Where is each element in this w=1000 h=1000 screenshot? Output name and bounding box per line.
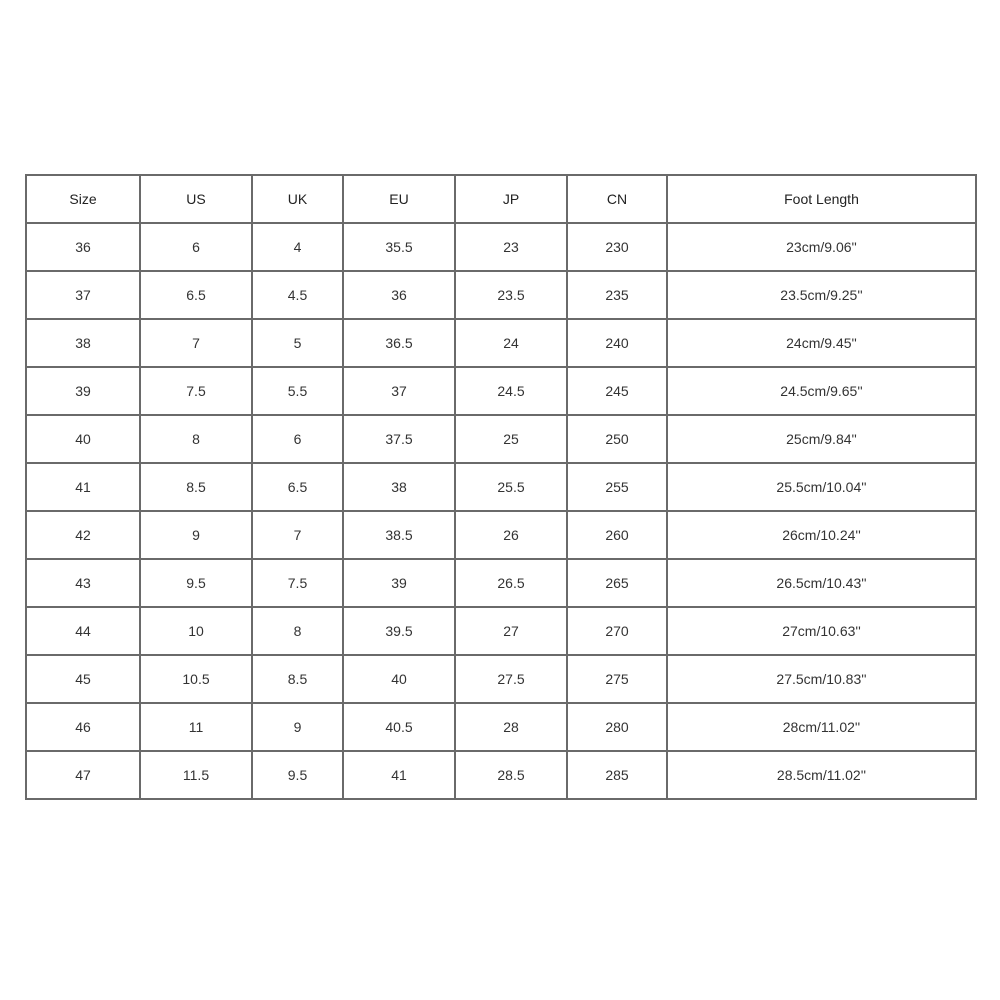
- header-uk: UK: [252, 175, 343, 223]
- cell-cn: 235: [567, 271, 667, 319]
- cell-foot-length: 27cm/10.63'': [667, 607, 976, 655]
- cell-jp: 25: [455, 415, 567, 463]
- cell-us: 10.5: [140, 655, 252, 703]
- cell-cn: 260: [567, 511, 667, 559]
- table-row: [26, 415, 976, 463]
- cell-size: 42: [26, 511, 140, 559]
- cell-cn: 230: [567, 223, 667, 271]
- cell-jp: 27: [455, 607, 567, 655]
- cell-uk: 6: [252, 415, 343, 463]
- cell-eu: 36: [343, 271, 455, 319]
- cell-us: 11: [140, 703, 252, 751]
- cell-jp: 28: [455, 703, 567, 751]
- cell-cn: 250: [567, 415, 667, 463]
- cell-size: 38: [26, 319, 140, 367]
- cell-jp: 23: [455, 223, 567, 271]
- table-row: [26, 319, 976, 367]
- table-row: [26, 271, 976, 319]
- header-jp: JP: [455, 175, 567, 223]
- cell-cn: 255: [567, 463, 667, 511]
- size-chart-header: [26, 175, 976, 223]
- cell-foot-length: 25cm/9.84'': [667, 415, 976, 463]
- table-row: [26, 223, 976, 271]
- cell-us: 11.5: [140, 751, 252, 799]
- cell-eu: 40.5: [343, 703, 455, 751]
- cell-us: 7.5: [140, 367, 252, 415]
- cell-size: 36: [26, 223, 140, 271]
- cell-us: 6.5: [140, 271, 252, 319]
- cell-uk: 8: [252, 607, 343, 655]
- cell-uk: 8.5: [252, 655, 343, 703]
- size-chart-table: [25, 174, 977, 800]
- cell-foot-length: 25.5cm/10.04'': [667, 463, 976, 511]
- cell-size: 46: [26, 703, 140, 751]
- cell-uk: 9.5: [252, 751, 343, 799]
- cell-foot-length: 26cm/10.24'': [667, 511, 976, 559]
- cell-eu: 37: [343, 367, 455, 415]
- cell-uk: 5.5: [252, 367, 343, 415]
- table-row: [26, 607, 976, 655]
- cell-uk: 4: [252, 223, 343, 271]
- size-chart-body: [26, 223, 976, 799]
- cell-us: 6: [140, 223, 252, 271]
- cell-jp: 24: [455, 319, 567, 367]
- cell-foot-length: 28.5cm/11.02'': [667, 751, 976, 799]
- cell-uk: 7.5: [252, 559, 343, 607]
- cell-jp: 26: [455, 511, 567, 559]
- cell-cn: 240: [567, 319, 667, 367]
- header-size: Size: [26, 175, 140, 223]
- cell-foot-length: 28cm/11.02'': [667, 703, 976, 751]
- table-row: [26, 511, 976, 559]
- cell-size: 39: [26, 367, 140, 415]
- cell-eu: 39: [343, 559, 455, 607]
- cell-cn: 270: [567, 607, 667, 655]
- cell-uk: 4.5: [252, 271, 343, 319]
- cell-uk: 5: [252, 319, 343, 367]
- cell-uk: 6.5: [252, 463, 343, 511]
- cell-eu: 38.5: [343, 511, 455, 559]
- table-row: [26, 463, 976, 511]
- cell-eu: 40: [343, 655, 455, 703]
- header-eu: EU: [343, 175, 455, 223]
- cell-uk: 7: [252, 511, 343, 559]
- cell-jp: 27.5: [455, 655, 567, 703]
- cell-eu: 37.5: [343, 415, 455, 463]
- cell-cn: 245: [567, 367, 667, 415]
- table-row: [26, 559, 976, 607]
- table-row: [26, 367, 976, 415]
- cell-us: 9: [140, 511, 252, 559]
- cell-eu: 36.5: [343, 319, 455, 367]
- cell-jp: 24.5: [455, 367, 567, 415]
- cell-eu: 35.5: [343, 223, 455, 271]
- cell-us: 8: [140, 415, 252, 463]
- cell-cn: 285: [567, 751, 667, 799]
- cell-cn: 265: [567, 559, 667, 607]
- cell-foot-length: 23.5cm/9.25'': [667, 271, 976, 319]
- cell-jp: 26.5: [455, 559, 567, 607]
- cell-eu: 38: [343, 463, 455, 511]
- cell-foot-length: 27.5cm/10.83'': [667, 655, 976, 703]
- cell-cn: 280: [567, 703, 667, 751]
- cell-foot-length: 23cm/9.06'': [667, 223, 976, 271]
- cell-eu: 41: [343, 751, 455, 799]
- cell-us: 10: [140, 607, 252, 655]
- table-row: [26, 751, 976, 799]
- cell-jp: 23.5: [455, 271, 567, 319]
- table-row: [26, 655, 976, 703]
- cell-size: 37: [26, 271, 140, 319]
- header-us: US: [140, 175, 252, 223]
- cell-jp: 28.5: [455, 751, 567, 799]
- cell-foot-length: 24.5cm/9.65'': [667, 367, 976, 415]
- cell-foot-length: 26.5cm/10.43'': [667, 559, 976, 607]
- cell-uk: 9: [252, 703, 343, 751]
- header-foot-length: Foot Length: [667, 175, 976, 223]
- cell-size: 45: [26, 655, 140, 703]
- cell-eu: 39.5: [343, 607, 455, 655]
- cell-size: 43: [26, 559, 140, 607]
- cell-foot-length: 24cm/9.45'': [667, 319, 976, 367]
- cell-us: 8.5: [140, 463, 252, 511]
- cell-size: 44: [26, 607, 140, 655]
- cell-size: 47: [26, 751, 140, 799]
- cell-size: 40: [26, 415, 140, 463]
- header-row: [26, 175, 976, 223]
- table-row: [26, 703, 976, 751]
- cell-us: 9.5: [140, 559, 252, 607]
- cell-us: 7: [140, 319, 252, 367]
- cell-size: 41: [26, 463, 140, 511]
- cell-jp: 25.5: [455, 463, 567, 511]
- header-cn: CN: [567, 175, 667, 223]
- cell-cn: 275: [567, 655, 667, 703]
